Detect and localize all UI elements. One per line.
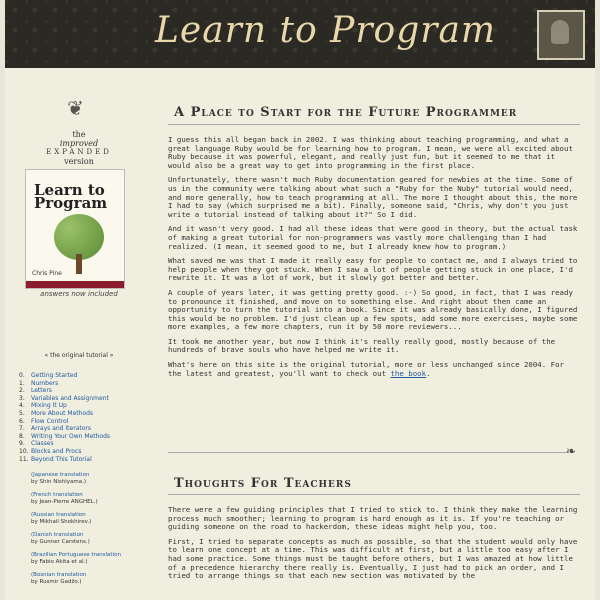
toc-item[interactable] — [19, 402, 149, 410]
translation-item — [31, 512, 151, 526]
toc-item[interactable] — [19, 380, 149, 388]
section-teachers-body — [168, 506, 580, 587]
answers-note: answers now included — [40, 290, 118, 298]
improved-line: EXPANDED — [46, 148, 112, 156]
toc-item[interactable] — [19, 425, 149, 433]
toc-item-number: 3. — [19, 394, 25, 402]
toc-item-link[interactable]: Blocks and Procs — [31, 447, 82, 455]
toc-item[interactable] — [19, 433, 149, 441]
toc-item-number: 5. — [19, 409, 25, 417]
toc-item-link[interactable]: Numbers — [31, 379, 59, 387]
toc-item-number: 1. — [19, 379, 25, 387]
book-link[interactable]: the book — [390, 368, 427, 378]
paragraph — [168, 361, 580, 378]
toc-item[interactable] — [19, 448, 149, 456]
translation-credit: by Shin Nishiyama.) — [31, 479, 87, 485]
toc-item-link[interactable]: Variables and Assignment — [31, 394, 109, 402]
paragraph: It took me another year, but now I think it's really really good, mostly because of the hundreds of brave souls who have helped me write it. — [168, 336, 556, 355]
book-cover[interactable] — [25, 169, 125, 289]
site-title[interactable]: Learn to Program — [155, 10, 497, 51]
toc-item[interactable] — [19, 456, 149, 464]
section-title-start: A Place to Start for the Future Programmer — [174, 105, 518, 120]
translation-credit: by Rusmir Gadžo.) — [31, 579, 82, 585]
toc-item-number: 8. — [19, 432, 25, 440]
toc-item[interactable] — [19, 440, 149, 448]
translation-link[interactable]: (Bosnian translation — [31, 572, 87, 578]
book-cover-stripe — [26, 281, 124, 288]
toc-item-number: 11. — [19, 455, 29, 463]
toc-item-number: 9. — [19, 440, 25, 448]
toc-item[interactable] — [19, 395, 149, 403]
toc-item-number: 6. — [19, 417, 25, 425]
header-banner — [5, 0, 595, 68]
author-portrait — [537, 10, 585, 60]
toc-item-link[interactable]: Getting Started — [31, 372, 78, 379]
original-tutorial-label: « the original tutorial » — [44, 352, 114, 359]
paragraph: I guess this all began back in 2002. I was thinking about teaching programming, and what a great language Ruby would be for learning how to program. I mean, we were all excited about Ruby because it was powerful, elegant, and really just fun, but it seemed to me that it would also be a great way to get into programming in the first place. — [168, 135, 573, 170]
toc-item-link[interactable]: Beyond This Tutorial — [31, 455, 92, 463]
toc-item[interactable] — [19, 410, 149, 418]
improved-edition-label — [5, 130, 153, 166]
divider — [168, 124, 580, 125]
translation-credit: by Jean-Pierre ANGHEL.) — [31, 499, 98, 505]
toc-item[interactable] — [19, 387, 149, 395]
translation-item — [31, 492, 151, 506]
divider — [168, 494, 580, 495]
paragraph: First, I tried to separate concepts as much as possible, so that the student would only have to learn one concept at a time. This was difficult at first, but a little too easy after I had some practice. Some things must be taught before others, but I was amazed at how little of a precedence hierarchy there really is. Eventually, I just had to pick an order, and I tried to arrange things so that each new section was motivated by the — [168, 536, 578, 581]
page — [5, 0, 595, 600]
toc-item-number: 2. — [19, 387, 25, 395]
section-title-teachers: Thoughts For Teachers — [174, 476, 352, 491]
paragraph: There were a few guiding principles that I tried to stick to. I think they make the learning process much smoother; learning to program is hard enough as it is. If you're teaching or guiding someone on the road to hackerdom, these ideas might help you, too. — [168, 505, 578, 532]
tutorial-toc — [19, 372, 149, 463]
flourish-icon: ❧ — [566, 444, 577, 458]
toc-item-link[interactable]: Writing Your Own Methods — [31, 432, 111, 440]
translation-link[interactable]: (Brazilian Portuguese translation — [31, 552, 121, 558]
translation-link[interactable]: (Danish translation — [31, 532, 84, 538]
improved-line: improved — [59, 139, 99, 148]
toc-item-number: 4. — [19, 402, 25, 410]
toc-item-link[interactable]: Flow Control — [31, 417, 69, 425]
paragraph: Unfortunately, there wasn't much Ruby documentation geared for newbies at the time. Some of us in the community were talking about what such a "Ruby for the Nuby" tutorial would need, and more generally, how to teach programming at all. The more I thought about this, the more I had to say (which surprised me a bit). Finally, someone said, "Chris, why don't you just write a tutorial instead of talking about it?" So I did. — [168, 175, 578, 219]
translation-item — [31, 472, 151, 486]
toc-item[interactable] — [19, 418, 149, 426]
translations-list — [31, 472, 151, 592]
paragraph: What saved me was that I made it really easy for people to contact me, and I always tried to help people when they got stuck. When I saw a lot of people getting stuck in one place, I'd rewrite it. It was a lot of work, but it slowly got better and better. — [168, 256, 578, 283]
translation-item — [31, 532, 151, 546]
fleuron-icon: ❦ — [67, 96, 84, 120]
translation-link[interactable]: (Japanese translation — [31, 472, 90, 478]
toc-item-number: 7. — [19, 425, 25, 433]
paragraph-text: What's here on this site is the original tutorial, more or less unchanged since 2004. For the latest and greatest, you'll want to check out — [168, 360, 565, 378]
sidebar — [5, 68, 153, 600]
book-author: Chris Pine — [32, 270, 62, 277]
toc-item-link[interactable]: Letters — [31, 387, 52, 395]
translation-item — [31, 552, 151, 566]
translation-credit: by Fabio Akita et al.) — [31, 559, 88, 565]
toc-item[interactable] — [19, 372, 149, 380]
tree-illustration — [54, 214, 104, 260]
book-cover-title: Learn to Program — [34, 181, 108, 212]
toc-item-link[interactable]: Classes — [31, 440, 54, 448]
paragraph-text: . — [426, 368, 431, 378]
translation-item — [31, 572, 151, 586]
paragraph: A couple of years later, it was getting pretty good. :-) So good, in fact, that I was ready to pronounce it finished, and move on to something else. And right about then came an opportunity to turn the tutorial into a book. Since it was already basically done, I figured this would be no problem. I'd just clean up a few spots, add some more exercises, maybe some more examples, a few more chapters, run it by 50 more reviewers... — [168, 287, 578, 332]
section-start-body — [168, 136, 580, 378]
toc-item-number: 10. — [19, 447, 29, 455]
divider — [168, 452, 568, 453]
toc-item-number: 0. — [19, 372, 25, 379]
translation-link[interactable]: (French translation — [31, 492, 83, 498]
toc-item-link[interactable]: More About Methods — [31, 409, 94, 417]
toc-item-link[interactable]: Mixing It Up — [31, 402, 67, 410]
improved-line: version — [64, 157, 94, 166]
paragraph: And it wasn't very good. I had all these ideas that were good in theory, but the actual task of making a great tutorial for non-programmers was vastly more challenging than I had realized. (I mean, it seemed good to me, but I already knew how to program.) — [168, 224, 578, 251]
improved-line: the — [72, 130, 86, 139]
translation-link[interactable]: (Russian translation — [31, 512, 86, 518]
toc-item-link[interactable]: Arrays and Iterators — [31, 425, 91, 433]
translation-credit: by Mikhail Shokhirev.) — [31, 519, 92, 525]
translation-credit: by Gunner Carstens.) — [31, 539, 90, 545]
